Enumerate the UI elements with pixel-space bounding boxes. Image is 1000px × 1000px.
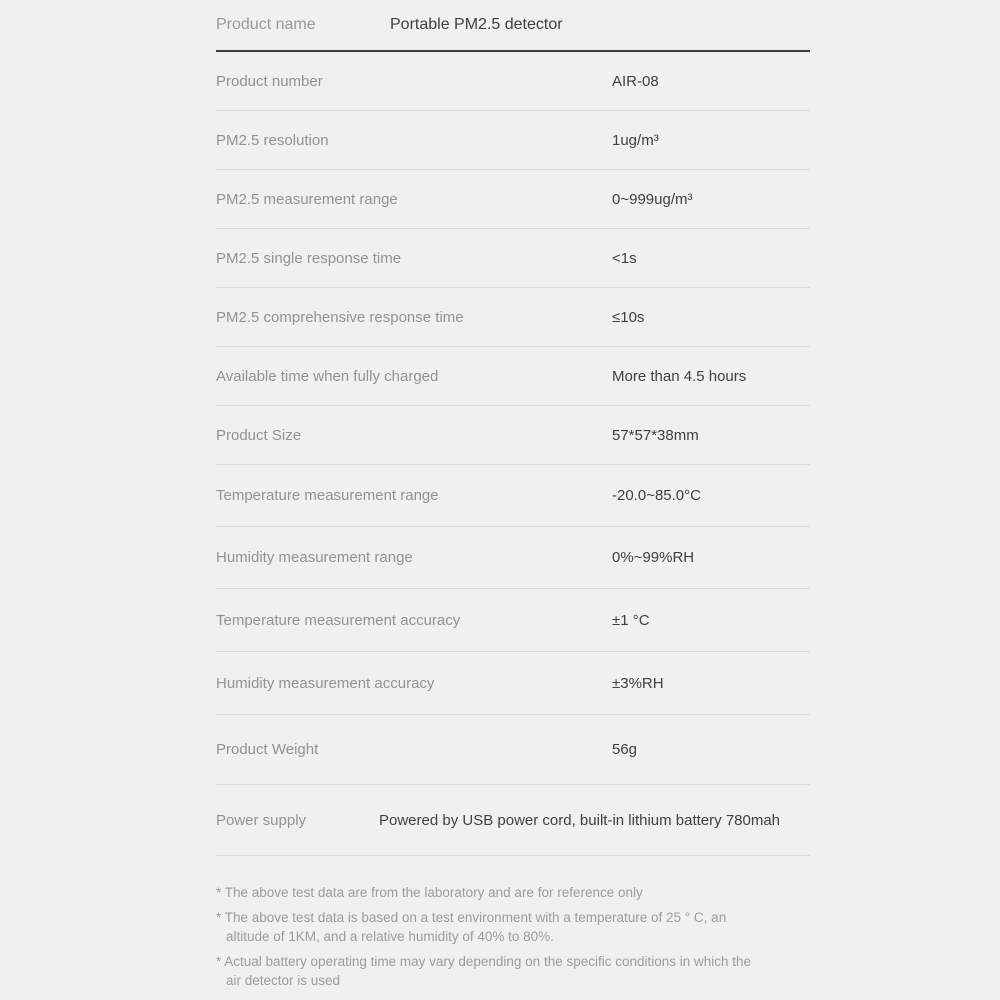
footnote: [216, 908, 810, 946]
spec-label: PM2.5 resolution: [216, 131, 329, 149]
spec-row: [216, 715, 810, 785]
product-name-value: Portable PM2.5 detector: [390, 16, 563, 33]
footnote-line: * The above test data is based on a test environment with a temperature of 25 ° C, an: [216, 910, 727, 925]
footnote: [216, 952, 810, 990]
spec-row: [216, 347, 810, 406]
spec-row: [216, 465, 810, 527]
spec-row: [216, 406, 810, 465]
footnote-line: * The above test data are from the laboratory and are for reference only: [216, 885, 643, 900]
spec-label: Product Size: [216, 426, 302, 444]
table-header-row: [216, 0, 810, 52]
footnote: [216, 883, 810, 902]
spec-row: [216, 111, 810, 170]
spec-sheet: [216, 0, 810, 996]
footnotes: [216, 856, 810, 990]
spec-value: ≤10s: [612, 308, 645, 326]
spec-value: 0~999ug/m³: [612, 190, 693, 208]
spec-row: [216, 288, 810, 347]
spec-row: [216, 652, 810, 715]
spec-row: [216, 527, 810, 589]
spec-label: PM2.5 measurement range: [216, 190, 398, 208]
spec-row: [216, 52, 810, 111]
spec-value: ±1 °C: [612, 611, 650, 629]
spec-label: Power supply: [216, 811, 307, 829]
spec-value: 56g: [612, 741, 638, 758]
spec-value: ±3%RH: [612, 674, 664, 692]
spec-value: AIR-08: [612, 72, 659, 90]
spec-row: [216, 589, 810, 652]
spec-rows: [216, 52, 810, 856]
spec-label: Available time when fully charged: [216, 367, 439, 385]
spec-value: <1s: [612, 249, 637, 267]
spec-value: 57*57*38mm: [612, 426, 699, 444]
spec-label: PM2.5 comprehensive response time: [216, 308, 464, 326]
spec-value: 1ug/m³: [612, 131, 659, 149]
spec-value: More than 4.5 hours: [612, 367, 747, 385]
spec-value: -20.0~85.0°C: [612, 487, 701, 504]
spec-label: Product Weight: [216, 741, 319, 758]
spec-label: Temperature measurement range: [216, 487, 439, 504]
footnote-line: air detector is used: [226, 973, 341, 988]
spec-label: Humidity measurement accuracy: [216, 674, 435, 692]
spec-label: PM2.5 single response time: [216, 249, 402, 267]
spec-row: [216, 170, 810, 229]
spec-value: Powered by USB power cord, built-in lithium battery 780mah: [379, 811, 781, 829]
spec-value: 0%~99%RH: [612, 549, 695, 566]
spec-row: [216, 785, 810, 856]
spec-row: [216, 229, 810, 288]
spec-label: Humidity measurement range: [216, 549, 413, 566]
product-name-label: Product name: [216, 16, 316, 33]
spec-label: Temperature measurement accuracy: [216, 611, 461, 629]
spec-label: Product number: [216, 72, 323, 90]
footnote-line: altitude of 1KM, and a relative humidity of 40% to 80%.: [226, 929, 554, 944]
footnote-line: * Actual battery operating time may vary depending on the specific conditions in which the: [216, 954, 752, 969]
